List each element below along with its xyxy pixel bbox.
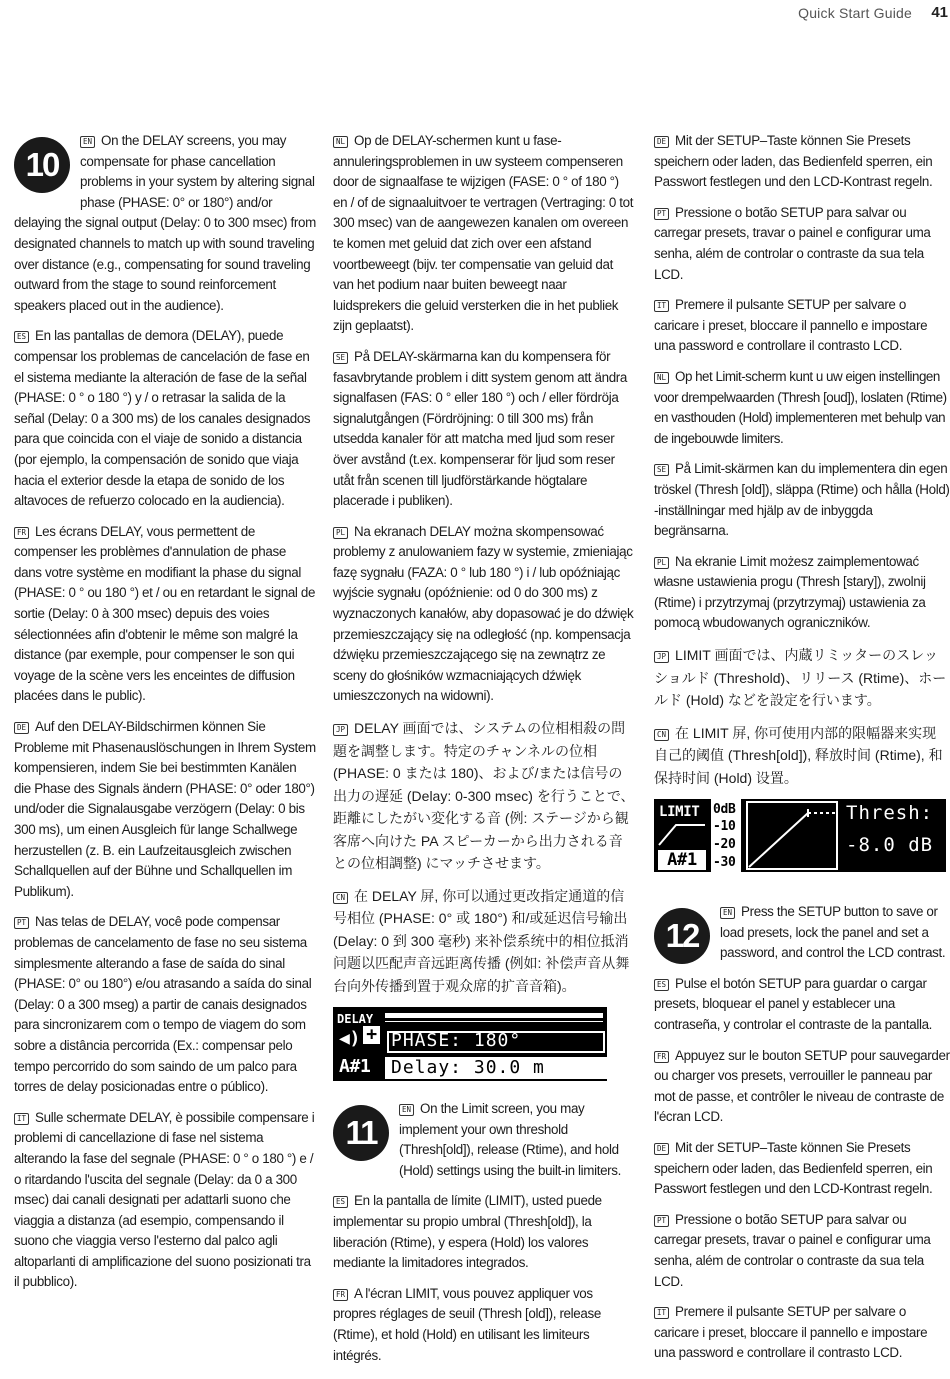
lcd-channel: A#1 bbox=[339, 1056, 371, 1078]
paragraph-se-text: På DELAY-skärmarna kan du kompensera för fasavbrytande problem i ditt system genom att ändra signalfasen (FAS: 0 ° eller 180 °) och / eller fördröja signalutgången (Fördröjning: 0 till 300 ms) från utsedda kanaler för att matcha med ljud som reser över avstånd (t.ex. kompenserar för ljud som reser utåt från scenen till ljudförstärkande högtalare placerade i publiken). bbox=[333, 348, 628, 509]
step-10 bbox=[14, 131, 316, 316]
lcd-channel: A#1 bbox=[658, 850, 706, 870]
paragraph-se-text: På Limit-skärmen kan du implementera din egen tröskel (Thresh [old]), släppa (Rtime) och hålla (Hold) -inställningar med hjälp av de inbyggda begränsarna. bbox=[654, 461, 950, 539]
lang-tag-it: IT bbox=[14, 1113, 29, 1125]
step-12-en-text: Press the SETUP button to save or load presets, lock the panel and set a password, and control the LCD contrast. bbox=[720, 904, 946, 961]
paragraph-pl-text: Na ekranie Limit możesz zaimplementować własne ustawienia progu (Thresh [stary]), zwolnij (Rtime) i przytrzymaj (przytrzymaj) ustawienia za pomocą wbudowanych ograniczników. bbox=[654, 553, 926, 631]
lang-tag-en: EN bbox=[399, 1104, 414, 1116]
step-10-en-text: On the DELAY screens, you may compensate for phase cancellation problems in your system by altering signal phase (PHASE: 0° or 180°) and/or delaying the signal output (Delay: 0 to 300 msec) from designated channels to match up with sound traveling over distance (e.g., compensating for sound traveling outward from the stage to sound reinforcement speakers placed out in the audience). bbox=[14, 133, 316, 313]
lcd-limit-label: LIMIT bbox=[659, 804, 700, 821]
lang-tag-pt: PT bbox=[14, 917, 29, 929]
delay-lcd-screen bbox=[333, 1007, 607, 1081]
paragraph-pt bbox=[14, 912, 316, 1097]
step-number-badge: 11 bbox=[333, 1105, 389, 1161]
lang-tag-de: DE bbox=[654, 136, 669, 148]
paragraph-it-text: Premere il pulsante SETUP per salvare o caricare i preset, bloccare il pannello e impostare una password e controllare il contrasto LCD. bbox=[654, 1304, 928, 1361]
paragraph-es bbox=[654, 974, 950, 1036]
paragraph-fr bbox=[654, 1046, 950, 1128]
paragraph-se bbox=[333, 347, 635, 512]
paragraph-cn bbox=[654, 722, 950, 790]
lang-tag-fr: FR bbox=[14, 527, 29, 539]
paragraph-pt-text: Pressione o botão SETUP para salvar ou carregar presets, travar o painel e configurar uma senha, além de controlar o contraste da sua tela LCD. bbox=[654, 1211, 931, 1289]
paragraph-nl bbox=[333, 131, 635, 337]
meter-scale-label: -10 bbox=[713, 819, 736, 835]
column-1 bbox=[14, 131, 316, 1303]
lang-tag-de: DE bbox=[654, 1143, 669, 1155]
lang-tag-pt: PT bbox=[654, 208, 669, 220]
lcd-thresh-label: Thresh: bbox=[846, 802, 934, 825]
lang-tag-fr: FR bbox=[333, 1289, 348, 1301]
lang-tag-es: ES bbox=[333, 1196, 348, 1208]
lang-tag-en: EN bbox=[80, 136, 95, 148]
paragraph-es bbox=[333, 1191, 635, 1273]
lcd-divider bbox=[385, 1021, 603, 1022]
paragraph-es-text: En la pantalla de límite (LIMIT), usted puede implementar su propio umbral (Thresh[old]), la liberación (Rtime), y espera (Hold) los valores mediante la limitadores integrados. bbox=[333, 1193, 602, 1271]
paragraph-pl bbox=[333, 522, 635, 707]
guide-title: Quick Start Guide bbox=[798, 5, 912, 21]
lcd-thresh-value: -8.0 dB bbox=[846, 834, 934, 857]
lang-tag-es: ES bbox=[654, 979, 669, 991]
paragraph-it bbox=[654, 295, 950, 357]
paragraph-fr-text: Appuyez sur le bouton SETUP pour sauvegarder ou charger vos presets, verrouiller le panneau par mot de passe, et contrôler le niveau de contraste de l'écran LCD. bbox=[654, 1047, 950, 1125]
paragraph-fr bbox=[14, 522, 316, 707]
lang-tag-pt: PT bbox=[654, 1215, 669, 1227]
paragraph-it bbox=[654, 1302, 950, 1364]
paragraph-fr bbox=[333, 1284, 635, 1366]
paragraph-de-text: Auf den DELAY-Bildschirmen können Sie Probleme mit Phasenauslöschungen in Ihrem System kompensieren, indem Sie bei bestimmten Kanälen die Phase des Signals ändern (PHASE: 0° oder 180°) und/oder die Signalausgabe verzögern (Delay: 0 bis 300 ms), um einen Ausgleich für lange Schallwege herzustellen (z. B. ein Laufzeitausgleich zwischen Schallquellen auf der Bühne und Schallquellen im Publikum). bbox=[14, 719, 316, 899]
paragraph-de bbox=[14, 717, 316, 902]
paragraph-jp-text: LIMIT 画面では、内蔵リミッターのスレッショルド (Threshold)、リリース (Rtime)、ホールド (Hold) などを設定を行います。 bbox=[654, 647, 947, 709]
paragraph-es-text: En las pantallas de demora (DELAY), puede compensar los problemas de cancelación de fase en el sistema mediante la alteración de fase de la señal (PHASE: 0 ° o 180 °) y / o retrasar la salida de la señal (Delay: 0 a 300 ms) de los canales designados para que coincida con el viaje de sonido a distancia (por ejemplo, la compensación de sonido que viaja hacia el exterior desde la etapa de sonido de los altavoces de refuerzo colocado en la audiencia). bbox=[14, 328, 311, 509]
speaker-icon: ◀) bbox=[339, 1028, 360, 1050]
paragraph-pl bbox=[654, 552, 950, 634]
lang-tag-nl: NL bbox=[333, 136, 348, 148]
paragraph-nl-text: Op de DELAY-schermen kunt u fase-annuleringsproblemen in uw systeem compenseren door de signaalfase te wijzigen (FASE: 0 ° of 180 °) en / of de signaaluitvoer te vertragen (Vertraging: 0 tot 300 msec) van de aangewezen kanalen om overeen te komen met geluid dat zich over een afstand voortbeweegt (bijv. ter compensatie van geluid dat van het podium naar buiten beweegt naar luidsprekers die geluid versterken die in het publiek zijn geplaatst). bbox=[333, 133, 634, 334]
lang-tag-it: IT bbox=[654, 300, 669, 312]
step-11 bbox=[333, 1099, 635, 1181]
paragraph-pt-text: Pressione o botão SETUP para salvar ou carregar presets, travar o painel e configurar uma senha, além de controlar o contraste da sua tela LCD. bbox=[654, 204, 931, 282]
lang-tag-se: SE bbox=[654, 464, 669, 476]
paragraph-pl-text: Na ekranach DELAY można skompensować problemy z anulowaniem fazy w systemie, zmieniając fazę sygnału (FAZA: 0 ° lub 180 °) i / lub opóźniając wyjście sygnału (opóźnienie: od 0 do 300 ms) z wyznaczonych kanałów, aby dopasować je do dźwięk przemieszczający się na odległość (np. kompensacja dźwięku przemieszczającego się na zewnątrz ze sceny do głośników wzmacniających dźwięk umieszczonych na widowni). bbox=[333, 523, 634, 704]
lcd-phase-value: PHASE: 180° bbox=[391, 1030, 522, 1052]
lang-tag-cn: CN bbox=[654, 729, 669, 741]
paragraph-nl-text: Op het Limit-scherm kunt u uw eigen instellingen voor drempelwaarden (Thresh [oud]), loslaten (Rtime) en vasthouden (Hold) implementeren met behulp van de ingebouwde limiters. bbox=[654, 368, 947, 446]
polarity-plus-icon: + bbox=[363, 1026, 380, 1044]
paragraph-de bbox=[654, 131, 950, 193]
lang-tag-nl: NL bbox=[654, 372, 669, 384]
lang-tag-de: DE bbox=[14, 722, 29, 734]
paragraph-de-text: Mit der SETUP–Taste können Sie Presets speichern oder laden, das Bedienfeld sperren, ein Passwort festlegen und den LCD-Kontrast regeln. bbox=[654, 1140, 933, 1197]
paragraph-es bbox=[14, 326, 316, 511]
lang-tag-en: EN bbox=[720, 907, 735, 919]
paragraph-fr-text: Les écrans DELAY, vous permettent de compenser les problèmes d'annulation de phase dans votre système en modifiant la phase du signal (PHASE: 0 ° ou 180 °) et / ou en retardant le signal de sortie (Delay: 0 à 300 msec) depuis des voies sélectionnées afin d'obtenir le même son malgré la distance (par exemple, pour compenser le son qui voyage de la scène vers les enceintes de diffusion placées dans le public). bbox=[14, 523, 316, 704]
paragraph-cn bbox=[333, 885, 635, 998]
limit-lcd-screen bbox=[654, 799, 946, 872]
meter-scale-label: -30 bbox=[713, 855, 736, 871]
lcd-delay-value: Delay: 30.0 m bbox=[391, 1057, 545, 1079]
paragraph-nl bbox=[654, 367, 950, 449]
page-header bbox=[0, 5, 950, 25]
paragraph-de-text: Mit der SETUP–Taste können Sie Presets speichern oder laden, das Bedienfeld sperren, ein Passwort festlegen und den LCD-Kontrast regeln. bbox=[654, 133, 933, 190]
paragraph-pt bbox=[654, 1210, 950, 1292]
lang-tag-es: ES bbox=[14, 331, 29, 343]
lang-tag-it: IT bbox=[654, 1307, 669, 1319]
lang-tag-pl: PL bbox=[333, 527, 348, 539]
lang-tag-jp: JP bbox=[654, 651, 669, 663]
paragraph-fr-text: A l'écran LIMIT, vous pouvez appliquer vos propres réglages de seuil (Thresh [old]), release (Rtime), et hold (Hold) en utilisant les limiteurs intégrés. bbox=[333, 1285, 601, 1363]
meter-scale-label: -20 bbox=[713, 837, 736, 853]
paragraph-pt bbox=[654, 203, 950, 285]
meter-scale-label: 0dB bbox=[713, 802, 736, 818]
column-2 bbox=[333, 131, 635, 1376]
page-number: 41 bbox=[931, 4, 948, 21]
paragraph-jp-text: DELAY 画面では、システムの位相相殺の問題を調整します。特定のチャンネルの位相 (PHASE: 0 または 180)、および/または信号の出力の遅延 (Delay: 0-300 msec) を行うことで、距離にしたがい変化する音 (例: ステージから観客席へ向けた PA スピーカーから出力される音との位相調整) にマッチさせます。 bbox=[333, 720, 635, 872]
paragraph-cn-text: 在 DELAY 屏, 你可以通过更改指定通道的信号相位 (PHASE: 0° 或 180°) 和/或延迟信号输出 (Delay: 0 到 300 毫秒) 来补偿系统中的相位抵消问题以匹配声音远距离传播 (例如: 补偿声音从舞台向外传播到置于观众席的扩音音箱)。 bbox=[333, 887, 630, 994]
paragraph-it-text: Sulle schermate DELAY, è possibile compensare i problemi di cancellazione di fase nel sistema alterando la fase del segnale (PHASE: 0 ° o 180 °) e / o ritardando l'uscita del segnale (Delay: da 0 a 300 msec) dai canali designati per adattarli suono che viaggia a distanza (ad esempio, compensando il suono che viaggia verso l'esterno dal palco agli altoparlanti di amplificazione del suono posizionati tra il pubblico). bbox=[14, 1109, 315, 1290]
lang-tag-se: SE bbox=[333, 352, 348, 364]
paragraph-cn-text: 在 LIMIT 屏, 你可使用内部的限幅器来实现自己的阈值 (Thresh[old]), 释放时间 (Rtime), 和保持时间 (Hold) 设置。 bbox=[654, 724, 943, 786]
column-3 bbox=[654, 131, 950, 1374]
step-11-en-text: On the Limit screen, you may implement your own threshold (Thresh[old]), release (Rtime), and hold (Hold) settings using the built-in limiters. bbox=[399, 1101, 622, 1178]
limiter-curve-icon bbox=[658, 821, 706, 847]
paragraph-se bbox=[654, 459, 950, 541]
lang-tag-fr: FR bbox=[654, 1051, 669, 1063]
step-number-badge: 12 bbox=[654, 908, 710, 964]
lcd-divider bbox=[385, 1013, 603, 1018]
step-12 bbox=[654, 902, 950, 964]
paragraph-de bbox=[654, 1138, 950, 1200]
limiter-transfer-graph bbox=[746, 801, 838, 870]
lang-tag-pl: PL bbox=[654, 557, 669, 569]
paragraph-it bbox=[14, 1108, 316, 1293]
paragraph-jp bbox=[654, 644, 950, 712]
paragraph-es-text: Pulse el botón SETUP para guardar o cargar presets, bloquear el panel y establecer una contraseña, y controlar el contraste de la pantalla. bbox=[654, 975, 933, 1033]
paragraph-it-text: Premere il pulsante SETUP per salvare o caricare i preset, bloccare il pannello e impostare una password e controllare il contrasto LCD. bbox=[654, 297, 928, 354]
paragraph-jp bbox=[333, 717, 635, 875]
lang-tag-jp: JP bbox=[333, 724, 348, 736]
lang-tag-cn: CN bbox=[333, 892, 348, 904]
lcd-delay-label: DELAY bbox=[337, 1012, 374, 1027]
paragraph-pt-text: Nas telas de DELAY, você pode compensar problemas de cancelamento de fase no seu sistema simplesmente alterando a fase de saída do sinal (PHASE: 0° ou 180°) e/ou atrasando a saída do sinal (Delay: 0 a 300 mseg) a partir de canais designados para sincronizarem com o tempo de viagem do som sobre a distância percorrida (Ex.: compensar pelo tempo percorrido do som saindo de um palco para torres de delay posicionadas entre o público). bbox=[14, 914, 312, 1095]
step-number-badge: 10 bbox=[14, 137, 70, 193]
